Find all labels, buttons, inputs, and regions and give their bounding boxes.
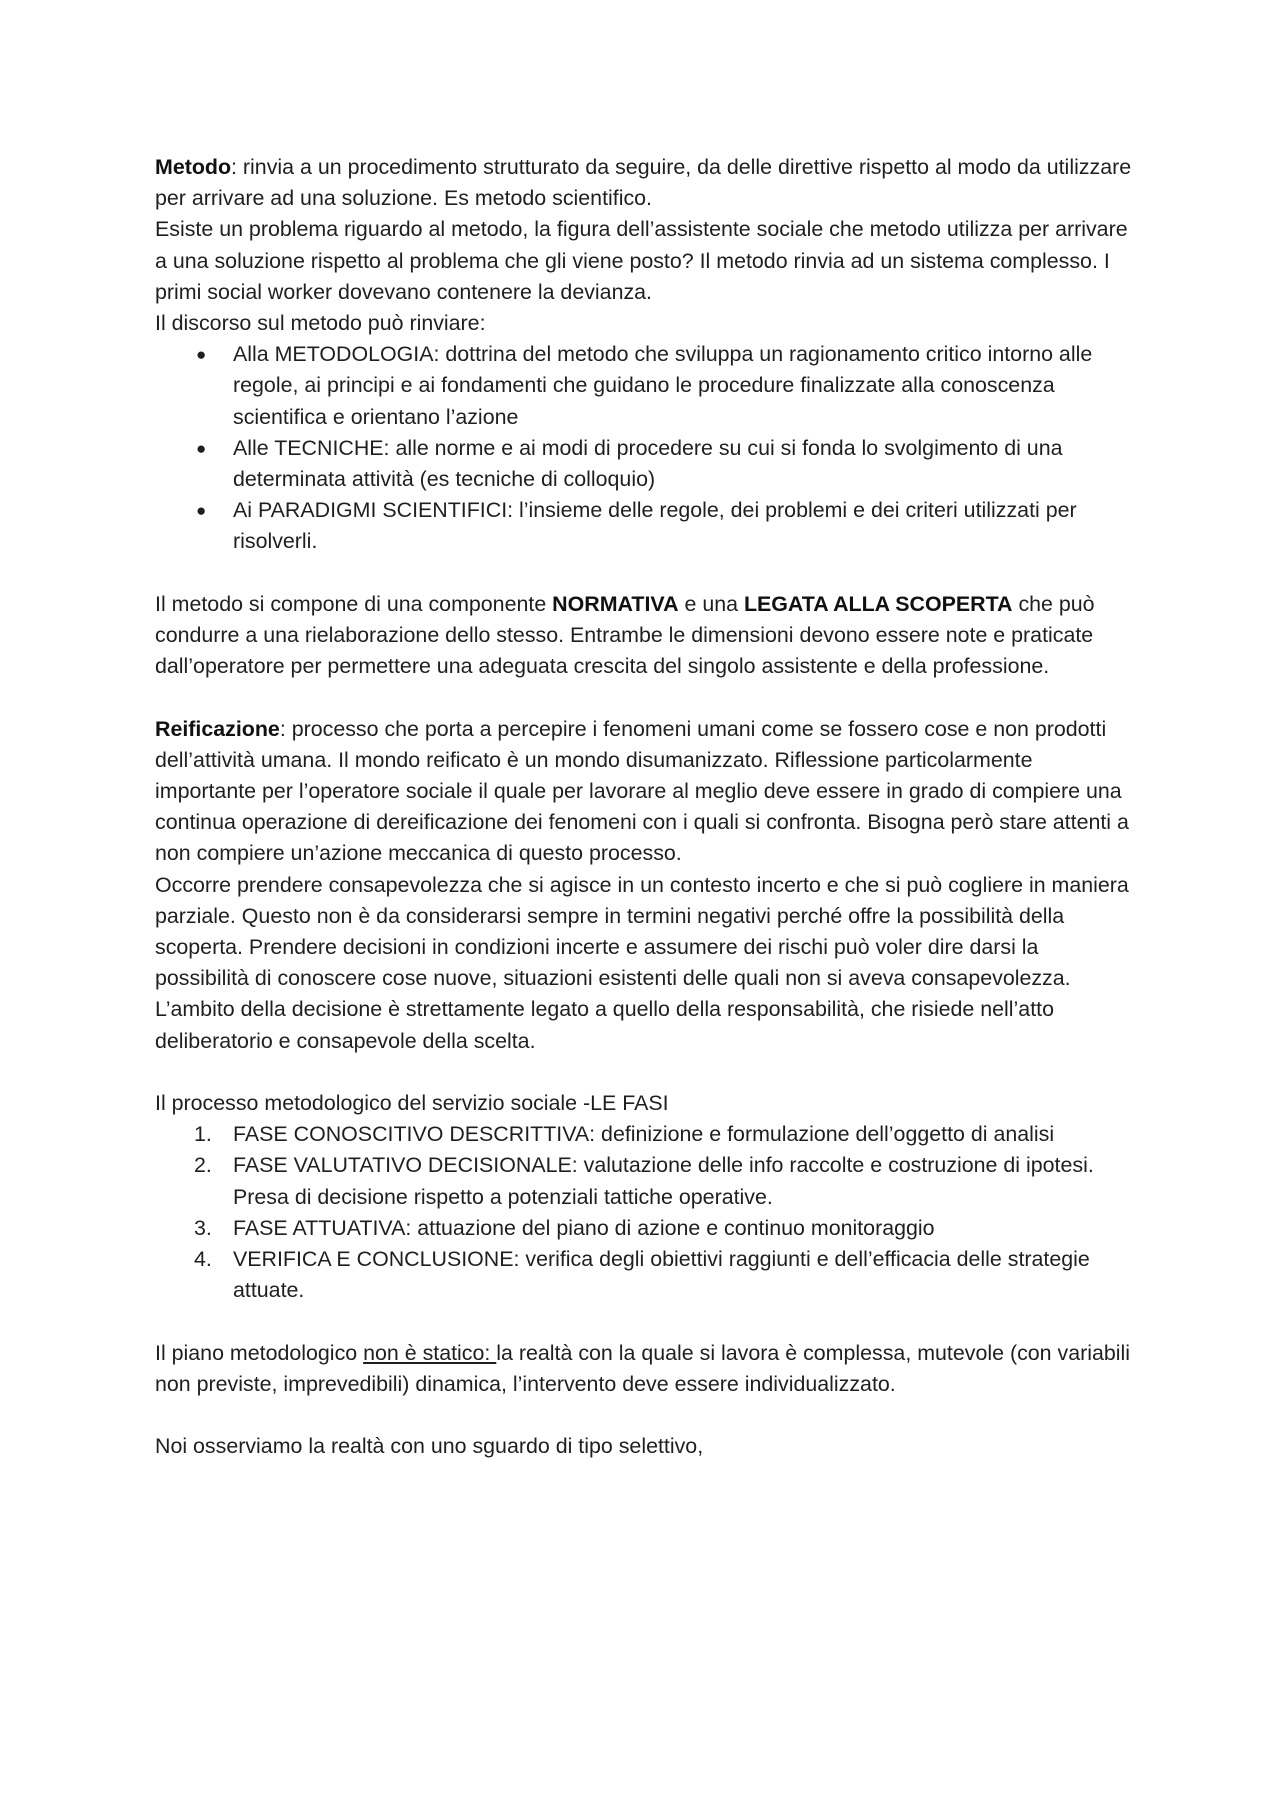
list-number: 4. — [194, 1247, 212, 1272]
paragraph-componenti — [155, 589, 1135, 683]
paragraph-reificazione — [155, 714, 1135, 870]
spacer — [155, 1400, 1135, 1431]
metodo-definition: : rinvia a un procedimento strutturato da seguire, da delle direttive rispetto al modo da utilizzare per arrivare ad una soluzione. Es metodo scientifico. — [155, 155, 1132, 211]
text-run: e una — [678, 591, 744, 616]
bullet-marker: ● — [196, 501, 207, 521]
spacer — [155, 1306, 1135, 1337]
spacer — [155, 682, 1135, 713]
underlined-non-statico: non è statico: — [363, 1340, 497, 1365]
list-number: 2. — [194, 1153, 212, 1178]
paragraph-consapevolezza: Occorre prendere consapevolezza che si agisce in un contesto incerto e che si può cogliere in maniera parziale. Questo non è da considerarsi sempre in termini negativi perché offre la possibilità della scoperta. Prendere decisioni in condizioni incerte e assumere dei rischi può voler dire darsi la possibilità di conoscere cose nuove, situazioni esistenti delle quali non si aveva consapevolezza. L’ambito della decisione è strettamente legato a quello della responsabilità, che risiede nell’atto deliberatorio e consapevole della scelta. — [155, 872, 1129, 1053]
term-metodo: Metodo — [155, 155, 232, 179]
list-item-text: FASE ATTUATIVA: attuazione del piano di azione e continuo monitoraggio — [233, 1215, 935, 1240]
list-item — [155, 339, 1135, 433]
paragraph-piano-metodologico — [155, 1338, 1135, 1400]
list-item — [155, 1244, 1135, 1306]
paragraph-problema-metodo: Esiste un problema riguardo al metodo, la figura dell’assistente sociale che metodo utilizza per arrivare a una soluzione rispetto al problema che gli viene posto? Il metodo rinvia ad un sistema complesso. I primi social worker dovevano contenere la devianza. — [155, 217, 1128, 304]
list-item-text: FASE VALUTATIVO DECISIONALE: valutazione delle info raccolte e costruzione di ipotesi. Presa di decisione rispetto a potenziali tattiche operative. — [233, 1153, 1094, 1209]
text-run: la realtà con la quale si lavora è complessa, mutevole (con variabili non previste, imprevedibili) dinamica, l’intervento deve essere individualizzato. — [155, 1340, 1131, 1396]
list-item-text: Alla METODOLOGIA: dottrina del metodo che sviluppa un ragionamento critico intorno alle regole, ai principi e ai fondamenti che guidano le procedure finalizzate alla conoscenza scientifica e orientano l’azione — [233, 342, 1093, 429]
text-run: Il metodo si compone di una componente — [155, 591, 553, 616]
list-item — [155, 1119, 1135, 1150]
bullet-marker: ● — [196, 438, 207, 458]
list-item-text: VERIFICA E CONCLUSIONE: verifica degli obiettivi raggiunti e dell’efficacia delle strategie attuate. — [233, 1247, 1090, 1303]
paragraph-fasi-heading: Il processo metodologico del servizio sociale -LE FASI — [155, 1091, 669, 1116]
bullet-list — [155, 339, 1135, 557]
list-item-text: Alle TECNICHE: alle norme e ai modi di procedere su cui si fonda lo svolgimento di una determinata attività (es tecniche di colloquio) — [233, 435, 1063, 492]
text-run: che può condurre a una rielaborazione dello stesso. Entrambe le dimensioni devono essere note e praticate dall’operatore per permettere una adeguata crescita del singolo assistente e della professione. — [155, 591, 1095, 679]
reificazione-definition: : processo che porta a percepire i fenomeni umani come se fossero cose e non prodotti dell’attività umana. Il mondo reificato è un mondo disumanizzato. Riflessione particolarmente importante per l’operatore sociale il quale per lavorare al meglio deve essere in grado di compiere una continua operazione di dereificazione dei fenomeni con i quali si confronta. Bisogna però stare attenti a non compiere un’azione meccanica di questo processo. — [155, 716, 1129, 866]
list-item — [155, 1213, 1135, 1244]
term-reificazione: Reificazione — [155, 716, 280, 741]
list-item-text: Ai PARADIGMI SCIENTIFICI: l’insieme delle regole, dei problemi e dei criteri utilizzati per risolverli. — [233, 498, 1077, 554]
list-item-text: FASE CONOSCITIVO DESCRITTIVA: definizione e formulazione dell’oggetto di analisi — [233, 1122, 1055, 1147]
text-run: Il piano metodologico — [155, 1340, 364, 1365]
bold-legata-scoperta: LEGATA ALLA SCOPERTA — [743, 591, 1013, 616]
numbered-list — [155, 1119, 1135, 1306]
paragraph-sguardo-selettivo: Noi osserviamo la realtà con uno sguardo di tipo selettivo, — [155, 1434, 704, 1459]
paragraph-discorso-metodo: Il discorso sul metodo può rinviare: — [155, 311, 486, 336]
list-item — [155, 433, 1135, 495]
list-item — [155, 495, 1135, 557]
bold-normativa: NORMATIVA — [552, 591, 679, 616]
list-number: 3. — [194, 1215, 212, 1240]
list-item — [155, 1150, 1135, 1212]
spacer — [155, 558, 1135, 589]
paragraph-metodo — [155, 152, 1135, 214]
document-page — [155, 152, 1135, 1462]
list-number: 1. — [194, 1122, 212, 1147]
bullet-marker: ● — [196, 345, 207, 365]
spacer — [155, 1057, 1135, 1088]
